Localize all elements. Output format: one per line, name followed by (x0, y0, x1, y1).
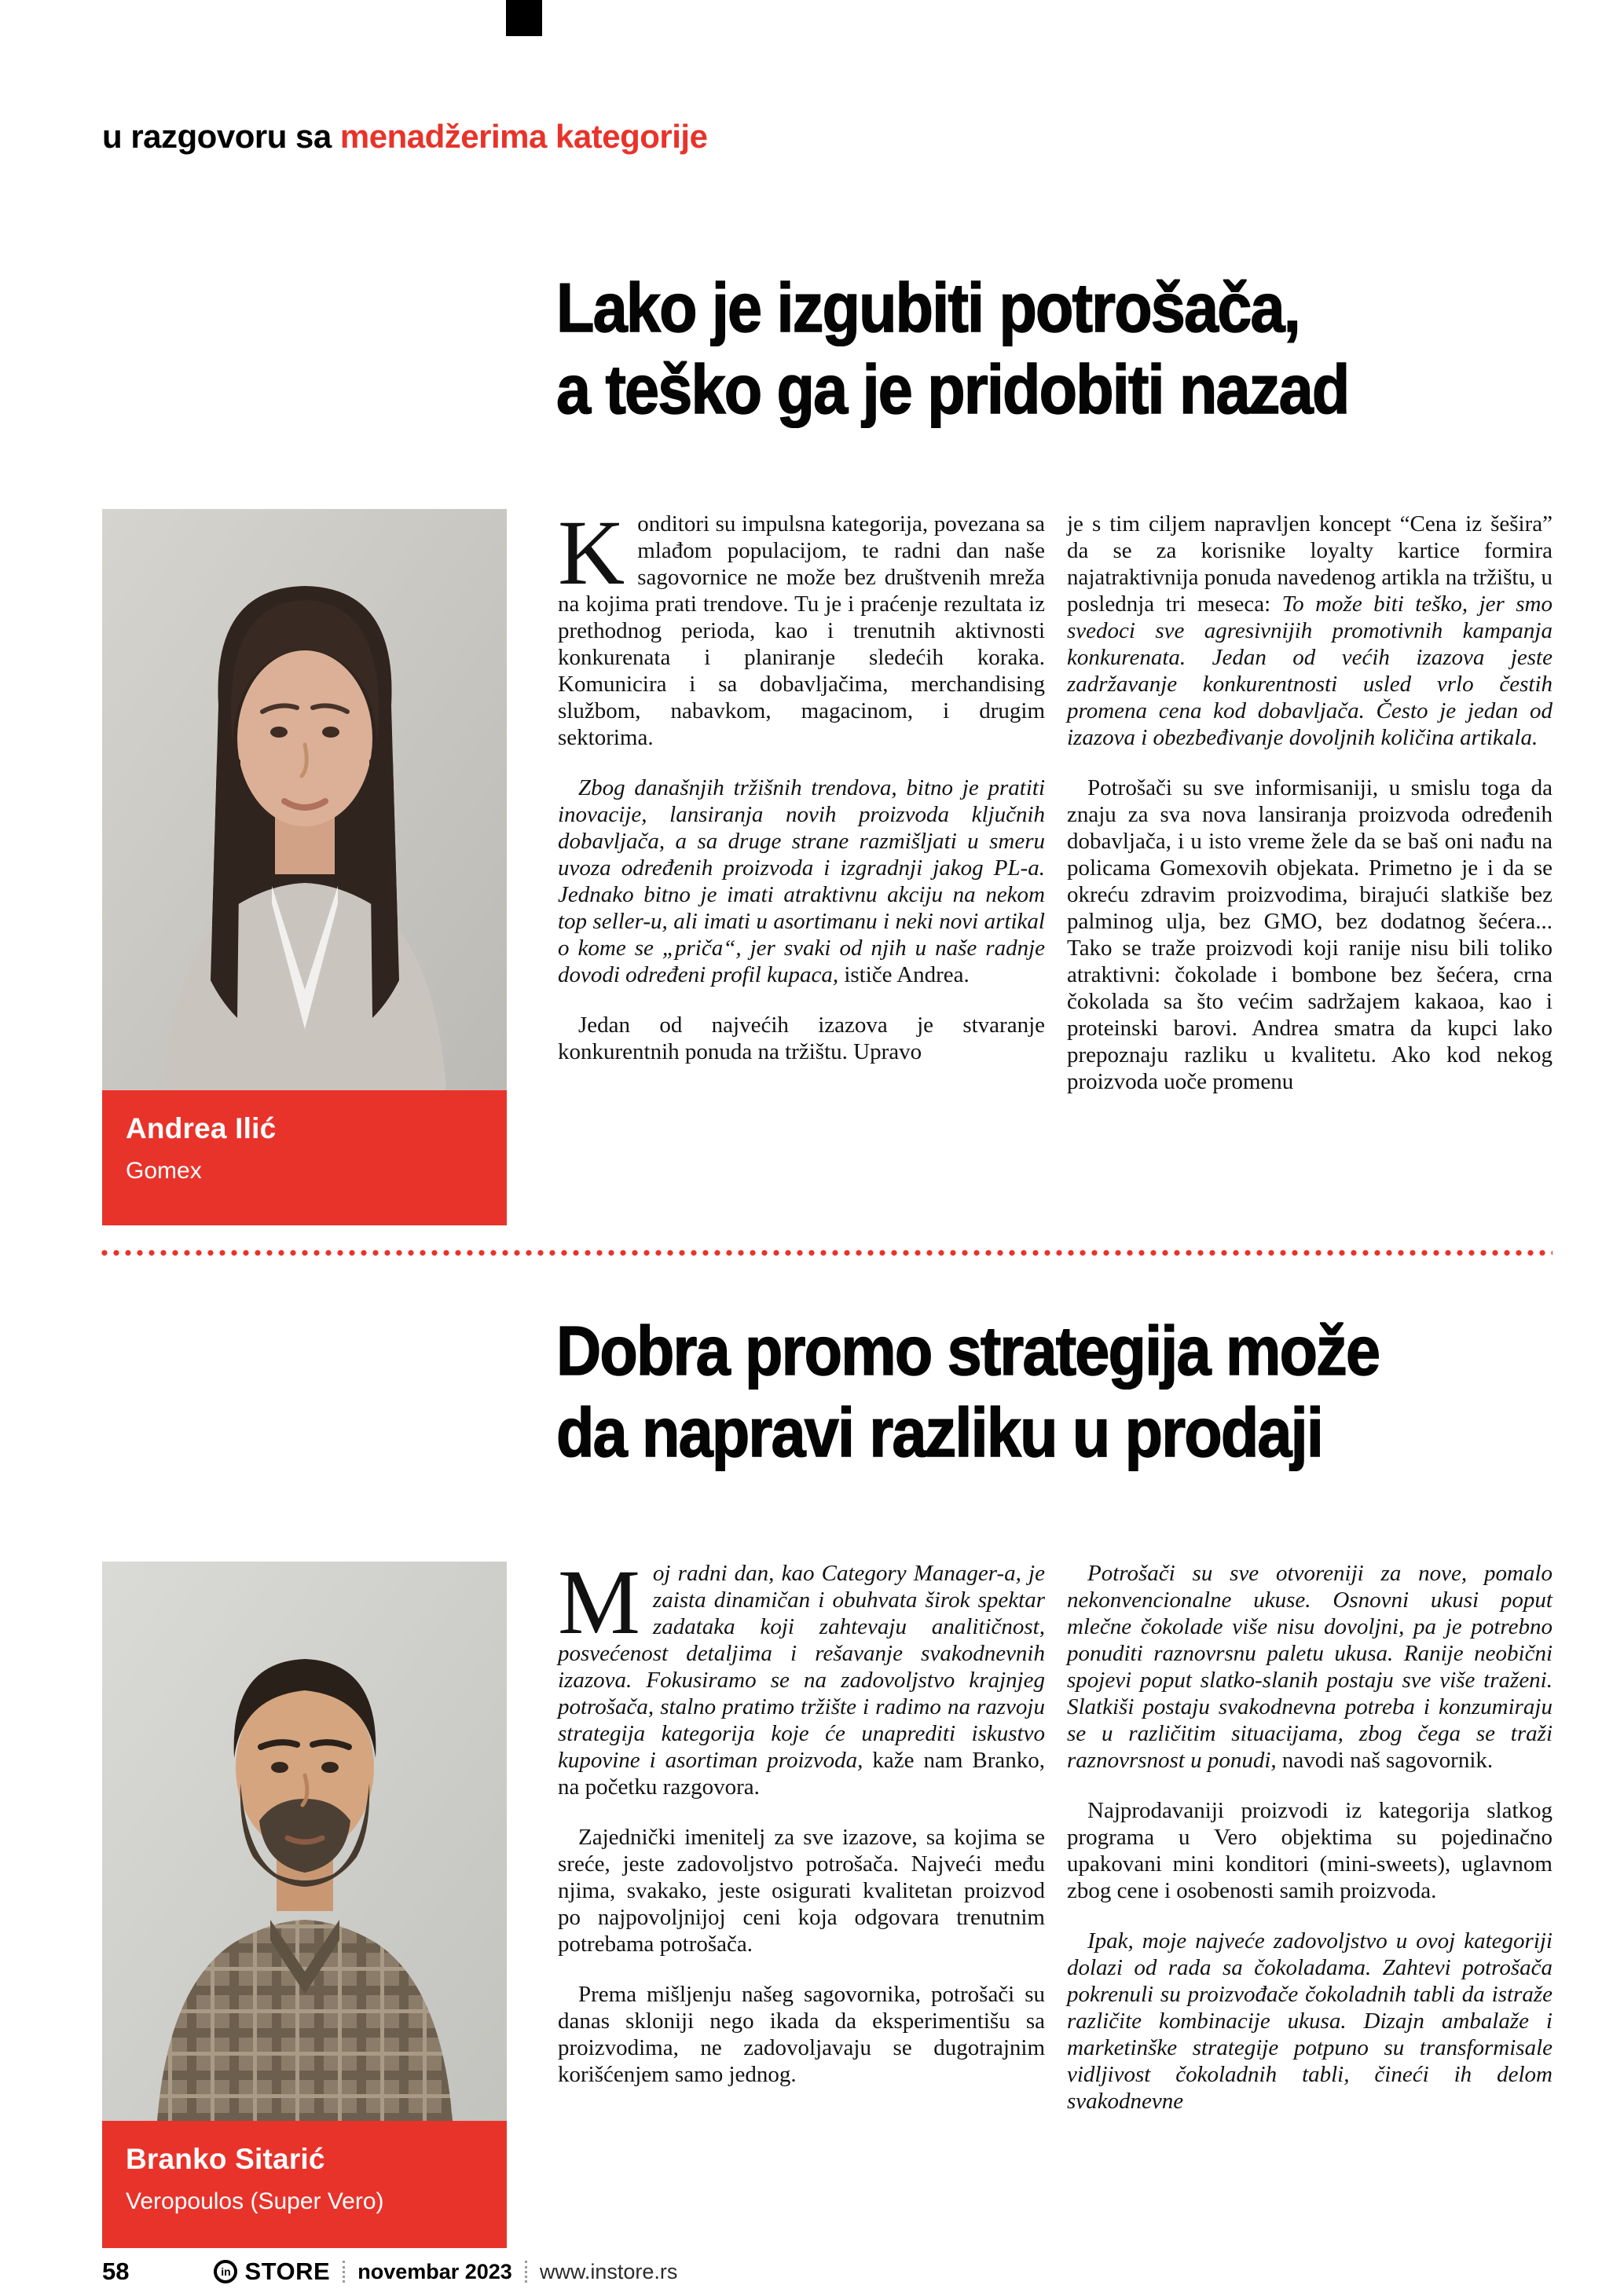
andrea-portrait-illustration (102, 509, 507, 1090)
attribution-text: navodi naš sagovornik. (1276, 1748, 1494, 1773)
instore-logo-text: STORE (244, 2258, 331, 2285)
paragraph-text: Prema mišljenju našeg sagovornika, potrošači su danas skloniji nego ikada da eksperimentišu sa proizvodima, ne zadovoljavaju se dugotrajnim korišćenjem samo jednog. (558, 1982, 1045, 2087)
article2-column2 (1067, 1560, 1553, 2115)
footer-divider (343, 2261, 345, 2283)
article1-paragraph (558, 1012, 1045, 1065)
branko-portrait-illustration (102, 1562, 507, 2121)
article1-column2 (1067, 511, 1553, 1095)
paragraph-text: je s tim ciljem napravljen koncept “Cena iz šešira” da se za korisnike loyalty kartice formira najatraktivnija ponuda navedenog artikla na tržištu, u poslednja tri meseca: (1067, 511, 1553, 617)
article1-lead-paragraph (558, 501, 1045, 751)
quote-text: Ipak, moje najveće zadovoljstvo u ovoj kategoriji dolazi od rada sa čokoladama. Zahtevi potrošača pokrenuli su proizvođače čokoladnih tabli da istraže različite kombinacije ukusa. Dizajn ambalaže i marketinške strategije potpuno su transformisale vidljivost čokoladnih tabli, čineći ih delom svakodnevne (1067, 1928, 1553, 2114)
print-registration-mark (506, 0, 542, 36)
paragraph-text: onditori su impulsna kategorija, povezana sa mlađom populacijom, te radni dan naše sagovornice ne može bez društvenih mreža na kojima prati trendove. Tu je i praćenje rezultata iz prethodnog perioda, kao i trenutnih aktivnosti konkurenata i planiranje sledećih koraka. Komunicira i sa dobavljačima, merchandising službom, nabavkom, magacinom, i drugim sektorima. (558, 511, 1045, 750)
attribution-text: ističe Andrea. (838, 962, 970, 987)
interviewee2-company: Veropoulos (Super Vero) (126, 2188, 384, 2214)
quote-text: Potrošači su sve otvoreniji za nove, pomalo nekonvencionalne ukuse. Osnovni ukusi poput mlečne čokolade više nisu dovoljni, pa je potrebno ponuditi raznovrsnu paletu ukusa. Ranije neobični spojevi poput slatko-slanih postaju sve više traženi. Slatkiši postaju svakodnevna potreba i konzumiraju se u različitim situacijama, zbog čega se traži raznovrsnost u ponudi, (1067, 1561, 1553, 1773)
quote-text: oj radni dan, kao Category Manager-a, je zaista dinamičan i obuhvata širok spektar zadataka koji zahtevaju analitičnost, posvećenost detaljima i rešavanje svakodnevnih izazova. Fokusiramo se na zadovoljstvo krajnjeg potrošača, stalno pratimo tržište i radimo na razvoju strategija kategorija koje će unaprediti iskustvo kupovine i asortiman proizvoda, (558, 1561, 1045, 1773)
interviewee1-name: Andrea Ilić (126, 1112, 277, 1144)
portrait-photo-branko (102, 1562, 507, 2121)
article1-title-line1: Lako je izgubiti potrošača, (556, 269, 1300, 346)
photo1-caption (102, 1090, 507, 1225)
article2-quote-paragraph (1067, 1560, 1553, 1774)
page-footer (102, 2256, 677, 2287)
article2-paragraph (558, 1981, 1045, 2088)
article2-title-line1: Dobra promo strategija može (556, 1312, 1380, 1390)
dropcap-k: K (558, 501, 625, 604)
paragraph-text: Potrošači su sve informisaniji, u smislu toga da znaju za sva nova lansiranja proizvoda određenih dobavljača, i u isto vreme žele da se baš oni nađu na policama Gomexovih objekata. Primetno je i da se okreću zdravim proizvodima, birajući slatkiše bez palminog ulja, bez GMO, bez dodatnog šećera... Tako se traže proizvodi koji ranije nisu bili toliko atraktivni: čokolade i bombone bez šećera, crna čokolada sa što većim sadržajem kakaoa, kao i proteinski barovi. Andrea smatra da kupci lako prepoznaju razliku u kvalitetu. Ako kod nekog proizvoda uoče promenu (1067, 775, 1553, 1094)
quote-text: Zbog današnjih tržišnih trendova, bitno je pratiti inovacije, lansiranja novih proizvoda ključnih dobavljača, a sa druge strane razmišljati u smeru uvoza određenih proizvoda i izgradnji jakog PL-a. Jednako bitno je imati atraktivnu akciju na nekom top seller-u, ali imati u asortimanu i neki novi artikal o kome se „priča“, jer svaki od njih u naše radnje dovodi određeni profil kupaca, (558, 775, 1045, 987)
dropcap-m: M (558, 1551, 640, 1653)
article2-paragraph (1067, 1797, 1553, 1904)
interviewee1-company: Gomex (126, 1158, 202, 1184)
article1-continued-paragraph (1067, 511, 1553, 751)
article1-quote-paragraph (558, 774, 1045, 988)
paragraph-text: Najprodavaniji proizvodi iz kategorija slatkog programa u Vero objektima su pojedinačno upakovani mini konditori (mini-sweets), uglavnom zbog cene i osobenosti samih proizvoda. (1067, 1798, 1553, 1903)
quote-text: To može biti teško, jer smo svedoci sve agresivnijih promotivnih kampanja konkurenata. Jedan od većih izazova jeste zadržavanje konkurentnosti usled vrlo čestih promena cena kod dobavljača. Često je jedan od izazova i obezbeđivanje dovoljnih količina artikala. (1067, 591, 1553, 750)
article2-quote-paragraph (1067, 1928, 1553, 2115)
issue-date: novembar 2023 (357, 2259, 512, 2283)
page-number: 58 (102, 2258, 130, 2285)
paragraph-text: Zajednički imenitelj za sve izazove, sa kojima se sreće, jeste zadovoljstvo potrošača. Najveći među njima, svakako, jeste osigurati kvalitetan proizvod po najpovoljnijoj ceni koja odgovara trenutnim potrebama potrošača. (558, 1825, 1045, 1957)
paragraph-text: Jedan od najvećih izazova je stvaranje konkurentnih ponuda na tržištu. Upravo (558, 1013, 1045, 1064)
website-url: www.instore.rs (539, 2259, 678, 2283)
article1-title (556, 267, 1436, 430)
article2-column1 (558, 1551, 1046, 2088)
article2-title (556, 1310, 1471, 1474)
article1-title-line2: a teško ga je pridobiti nazad (556, 350, 1349, 428)
photo2-caption (102, 2121, 507, 2248)
instore-logo-icon: in (214, 2260, 237, 2283)
article2-title-line2: da napravi razliku u prodaji (556, 1393, 1323, 1471)
article2-paragraph (558, 1824, 1045, 1957)
section-kicker (102, 118, 707, 156)
article1-column1 (558, 501, 1045, 1065)
article2-lead-paragraph (558, 1551, 1046, 1800)
instore-logo (214, 2258, 330, 2286)
article1-paragraph (1067, 774, 1553, 1095)
footer-divider (525, 2261, 527, 2283)
kicker-prefix: u razgovoru sa (102, 118, 340, 155)
interviewee2-name: Branko Sitarić (126, 2143, 325, 2175)
attribution-text: kaže nam Branko, na početku razgovora. (558, 1748, 1046, 1800)
portrait-photo-andrea (102, 509, 507, 1090)
kicker-highlight: menadžerima kategorije (339, 118, 708, 155)
dotted-divider (101, 1249, 1553, 1257)
